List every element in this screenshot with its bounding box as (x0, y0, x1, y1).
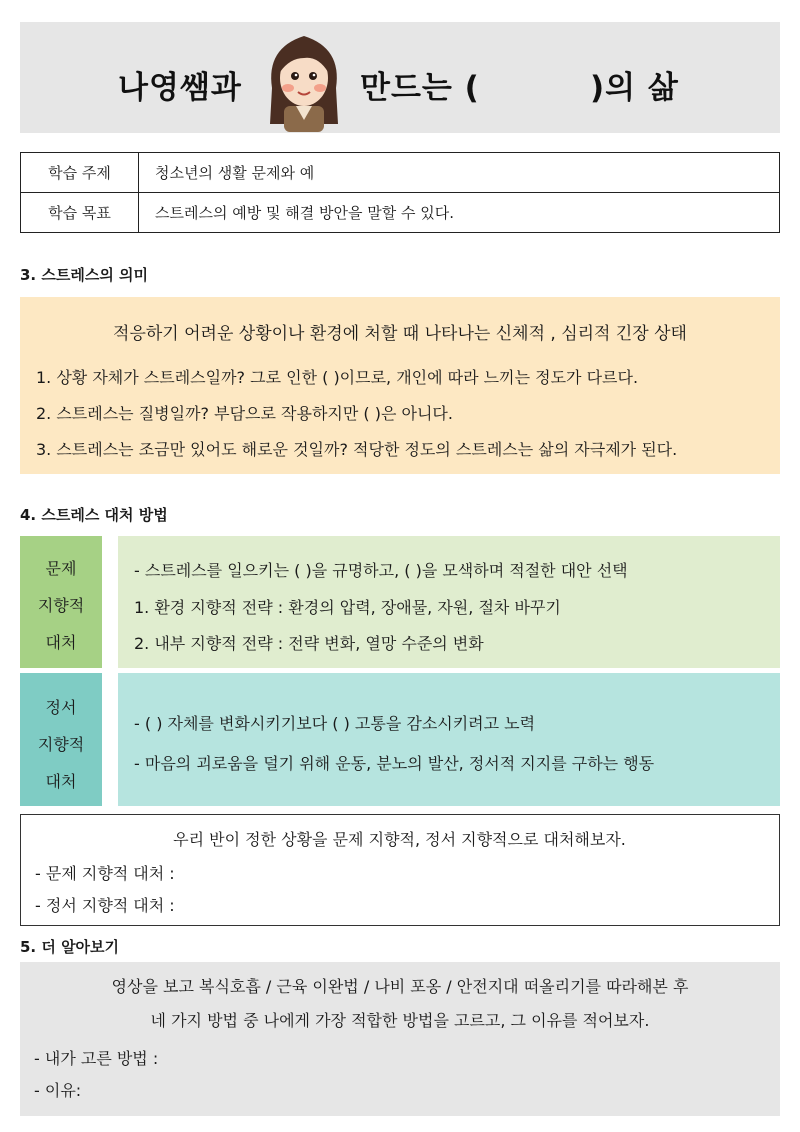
list-item: 3. 스트레스는 조금만 있어도 해로운 것일까? 적당한 정도의 스트레스는 삶의 자극제가 된다. (36, 440, 678, 459)
activity-box (20, 814, 780, 926)
problem-coping-answer: - 문제 지향적 대처 : (35, 864, 175, 883)
learn-more-box (20, 962, 780, 1116)
list-item: 2. 내부 지향적 전략 : 전략 변화, 열망 수준의 변화 (134, 634, 484, 653)
emotion-coping-answer: - 정서 지향적 대처 : (35, 896, 175, 915)
list-item: 1. 환경 지향적 전략 : 환경의 압력, 장애물, 자원, 절차 바꾸기 (134, 598, 561, 617)
learn-more-line-2: 네 가지 방법 중 나에게 가장 적합한 방법을 고르고, 그 이유를 적어보자. (150, 1011, 650, 1030)
problem-coping-content (118, 536, 780, 668)
label-line: 문제 (45, 559, 77, 578)
stress-meaning-box (20, 297, 780, 474)
list-item: - 마음의 괴로움을 덜기 위해 운동, 분노의 발산, 정서적 지지를 구하는 행동 (134, 754, 655, 773)
lesson-info-table (20, 152, 780, 233)
list-item: - ( ) 자체를 변화시키기보다 ( ) 고통을 감소시키려고 노력 (134, 714, 536, 733)
emotion-coping-content (118, 673, 780, 806)
section-5-title: 5. 더 알아보기 (20, 938, 120, 956)
my-method-answer: - 내가 고른 방법 : (34, 1049, 159, 1068)
emotion-coping-label (20, 673, 102, 806)
topic-value: 청소년의 생활 문제와 예 (139, 153, 780, 193)
title-left: 나영쌤과 (118, 70, 242, 106)
label-line: 지향적 (37, 735, 85, 754)
goal-value: 스트레스의 예방 및 해결 방안을 말할 수 있다. (139, 193, 780, 233)
list-item: 1. 상황 자체가 스트레스일까? 그로 인한 ( )이므로, 개인에 따라 느끼는 정도가 다르다. (36, 368, 639, 387)
list-item: - 스트레스를 일으키는 ( )을 규명하고, ( )을 모색하며 적절한 대안 선택 (134, 561, 628, 580)
label-line: 대처 (45, 633, 77, 652)
table-row (21, 193, 780, 233)
reason-answer: - 이유: (34, 1081, 82, 1100)
title-right: )의 삶 (590, 70, 679, 106)
goal-label: 학습 목표 (21, 193, 139, 233)
learn-more-line-1: 영상을 보고 복식호흡 / 근육 이완법 / 나비 포옹 / 안전지대 떠올리기를 따라해본 후 (111, 977, 689, 996)
teacher-avatar-icon (262, 28, 346, 132)
title-middle: 만드는 ( (360, 70, 480, 106)
section-4-title: 4. 스트레스 대처 방법 (20, 506, 168, 524)
topic-label: 학습 주제 (21, 153, 139, 193)
problem-coping-label (20, 536, 102, 668)
stress-definition: 적응하기 어려운 상황이나 환경에 처할 때 나타나는 신체적 , 심리적 긴장 상태 (113, 324, 687, 344)
activity-prompt: 우리 반이 정한 상황을 문제 지향적, 정서 지향적으로 대처해보자. (173, 830, 626, 849)
label-line: 대처 (45, 772, 77, 791)
label-line: 정서 (45, 698, 77, 717)
table-row (21, 153, 780, 193)
section-3-title: 3. 스트레스의 의미 (20, 266, 149, 284)
label-line: 지향적 (37, 596, 85, 615)
list-item: 2. 스트레스는 질병일까? 부담으로 작용하지만 ( )은 아니다. (36, 404, 453, 423)
